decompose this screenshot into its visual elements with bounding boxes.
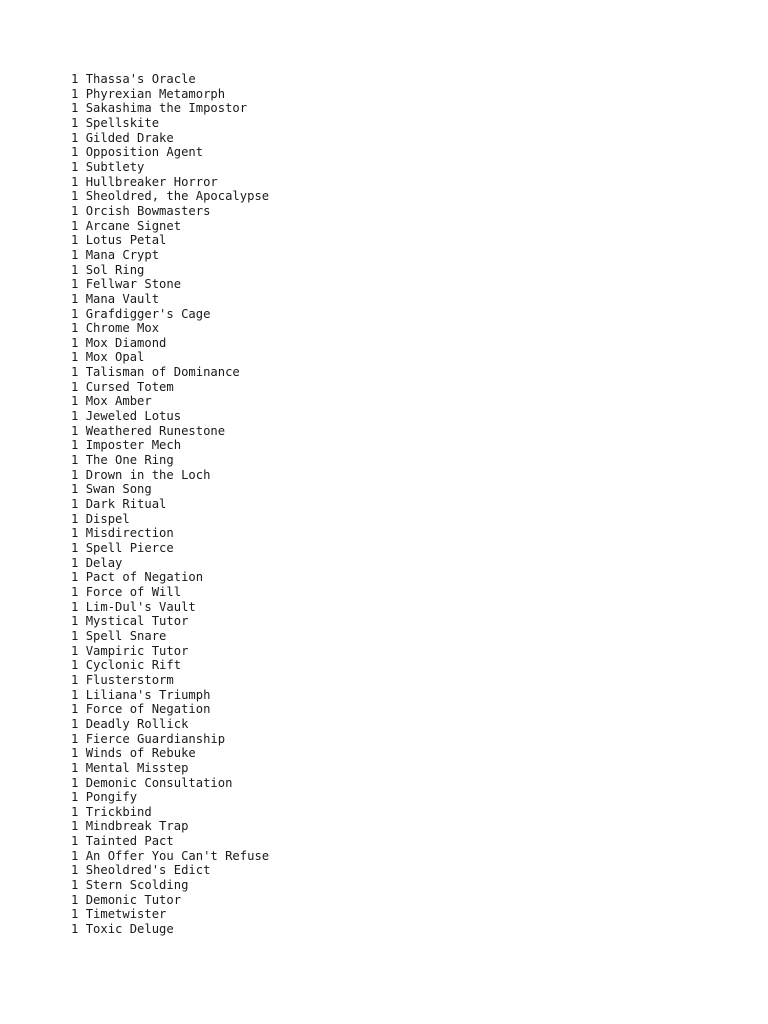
card-quantity: 1 [71,628,79,643]
card-quantity: 1 [71,922,79,937]
deck-line [71,321,269,336]
deck-line [71,248,269,263]
card-quantity: 1 [71,189,79,204]
deck-line [71,761,269,776]
card-name: Force of Negation [85,702,211,717]
card-name: Sakashima the Impostor [85,101,248,116]
deck-line [71,116,269,131]
deck-line [71,541,269,556]
card-name: Chrome Mox [85,321,160,336]
deck-line [71,424,269,439]
card-quantity: 1 [71,746,79,761]
card-quantity: 1 [71,262,79,277]
card-quantity: 1 [71,526,79,541]
card-quantity: 1 [71,291,79,306]
card-quantity: 1 [71,541,79,555]
card-name: Tainted Pact [85,834,174,849]
card-quantity: 1 [71,86,79,101]
card-name: Spellskite [85,115,160,130]
deck-line [71,204,269,219]
deck-line [71,658,269,673]
card-quantity: 1 [71,409,79,424]
deck-line [71,644,269,659]
deck-line [71,600,269,615]
card-quantity: 1 [71,819,79,834]
card-quantity: 1 [71,863,79,878]
deck-line [71,307,269,322]
card-quantity: 1 [71,760,79,775]
deck-line [71,409,269,424]
card-quantity: 1 [71,467,79,482]
card-name: Jeweled Lotus [85,409,182,424]
card-name: Winds of Rebuke [85,746,196,761]
card-quantity: 1 [71,614,79,629]
decklist [71,72,269,937]
card-name: Mental Misstep [85,760,189,775]
card-name: An Offer You Can't Refuse [85,848,270,863]
card-name: Talisman of Dominance [85,365,240,380]
deck-line [71,702,269,717]
card-quantity: 1 [71,570,79,585]
deck-line [71,175,269,190]
card-name: Pongify [85,790,138,805]
card-quantity: 1 [71,453,79,468]
deck-line [71,819,269,834]
deck-line [71,790,269,805]
deck-line [71,746,269,761]
deck-line [71,87,269,102]
card-quantity: 1 [71,687,79,702]
card-quantity: 1 [71,555,79,570]
deck-line [71,219,269,234]
card-quantity: 1 [71,599,79,614]
deck-line [71,805,269,820]
card-name: Phyrexian Metamorph [85,86,226,101]
deck-line [71,380,269,395]
card-quantity: 1 [71,716,79,731]
card-quantity: 1 [71,335,79,350]
card-name: Demonic Tutor [85,892,182,907]
card-quantity: 1 [71,130,79,145]
card-name: Vampiric Tutor [85,643,189,658]
card-name: Spell Snare [85,628,167,643]
card-name: Deadly Rollick [85,716,189,731]
deck-line [71,101,269,116]
card-name: Hullbreaker Horror [85,174,218,189]
deck-line [71,922,269,937]
card-quantity: 1 [71,247,79,262]
card-quantity: 1 [71,350,79,365]
card-name: Mana Vault [85,291,160,306]
card-name: Delay [85,555,123,570]
card-quantity: 1 [71,731,79,746]
deck-line [71,688,269,703]
card-name: The One Ring [85,453,174,468]
card-name: Flusterstorm [85,672,174,687]
card-quantity: 1 [71,394,79,409]
deck-line [71,145,269,160]
deck-line [71,614,269,629]
card-name: Timetwister [85,907,167,922]
card-name: Gilded Drake [85,130,174,145]
card-quantity: 1 [71,672,79,687]
card-name: Liliana's Triumph [85,687,211,702]
deck-line [71,277,269,292]
deck-line [71,673,269,688]
card-name: Mana Crypt [85,247,160,262]
deck-line [71,263,269,278]
card-quantity: 1 [71,438,79,453]
card-name: Mox Diamond [85,335,167,350]
card-name: Toxic Deluge [85,922,174,937]
card-name: Force of Will [85,584,182,599]
card-quantity: 1 [71,277,79,292]
card-name: Mystical Tutor [85,614,189,629]
card-quantity: 1 [71,804,79,819]
card-name: Pact of Negation [85,570,204,585]
deck-line [71,468,269,483]
card-name: Dark Ritual [85,497,167,512]
card-quantity: 1 [71,306,79,321]
deck-line [71,526,269,541]
card-quantity: 1 [71,101,79,116]
card-name: Mindbreak Trap [85,819,189,834]
card-name: Weathered Runestone [85,423,226,438]
card-quantity: 1 [71,365,79,380]
deck-line [71,585,269,600]
card-name: Cursed Totem [85,379,174,394]
deck-line [71,394,269,409]
deck-line [71,438,269,453]
card-quantity: 1 [71,72,79,86]
deck-line [71,336,269,351]
card-name: Imposter Mech [85,438,182,453]
deck-line [71,629,269,644]
card-quantity: 1 [71,907,79,922]
card-quantity: 1 [71,218,79,233]
deck-line [71,556,269,571]
card-name: Sheoldred's Edict [85,863,211,878]
card-quantity: 1 [71,790,79,805]
card-quantity: 1 [71,878,79,893]
card-quantity: 1 [71,482,79,497]
card-quantity: 1 [71,203,79,218]
deck-line [71,834,269,849]
card-name: Stern Scolding [85,878,189,893]
deck-line [71,717,269,732]
card-name: Trickbind [85,804,152,819]
deck-line [71,893,269,908]
card-name: Swan Song [85,482,152,497]
deck-line [71,350,269,365]
card-name: Misdirection [85,526,174,541]
deck-line [71,776,269,791]
card-name: Dispel [85,511,130,526]
deck-line [71,878,269,893]
card-name: Thassa's Oracle [85,72,196,86]
card-quantity: 1 [71,233,79,248]
deck-line [71,732,269,747]
card-name: Lim-Dul's Vault [85,599,196,614]
card-quantity: 1 [71,584,79,599]
card-name: Sol Ring [85,262,145,277]
card-name: Spell Pierce [85,541,174,555]
card-name: Subtlety [85,159,145,174]
deck-line [71,453,269,468]
deck-line [71,849,269,864]
deck-line [71,160,269,175]
card-name: Fierce Guardianship [85,731,226,746]
deck-line [71,907,269,922]
card-name: Grafdigger's Cage [85,306,211,321]
card-quantity: 1 [71,511,79,526]
deck-line [71,131,269,146]
deck-line [71,365,269,380]
card-name: Fellwar Stone [85,277,182,292]
deck-line [71,292,269,307]
card-quantity: 1 [71,115,79,130]
deck-line [71,233,269,248]
card-quantity: 1 [71,702,79,717]
card-name: Orcish Bowmasters [85,203,211,218]
card-quantity: 1 [71,775,79,790]
card-name: Sheoldred, the Apocalypse [85,189,270,204]
deck-line [71,570,269,585]
card-name: Arcane Signet [85,218,182,233]
card-quantity: 1 [71,321,79,336]
card-quantity: 1 [71,658,79,673]
card-name: Demonic Consultation [85,775,233,790]
card-name: Opposition Agent [85,145,204,160]
card-name: Mox Amber [85,394,152,409]
deck-line [71,189,269,204]
card-quantity: 1 [71,834,79,849]
deck-line [71,512,269,527]
card-quantity: 1 [71,159,79,174]
card-quantity: 1 [71,848,79,863]
card-quantity: 1 [71,497,79,512]
card-quantity: 1 [71,174,79,189]
card-quantity: 1 [71,379,79,394]
deck-line [71,863,269,878]
card-quantity: 1 [71,892,79,907]
card-name: Cyclonic Rift [85,658,182,673]
card-quantity: 1 [71,643,79,658]
deck-line [71,497,269,512]
card-quantity: 1 [71,145,79,160]
card-name: Mox Opal [85,350,145,365]
card-name: Drown in the Loch [85,467,211,482]
deck-line [71,482,269,497]
card-name: Lotus Petal [85,233,167,248]
deck-line [71,72,269,87]
card-quantity: 1 [71,423,79,438]
